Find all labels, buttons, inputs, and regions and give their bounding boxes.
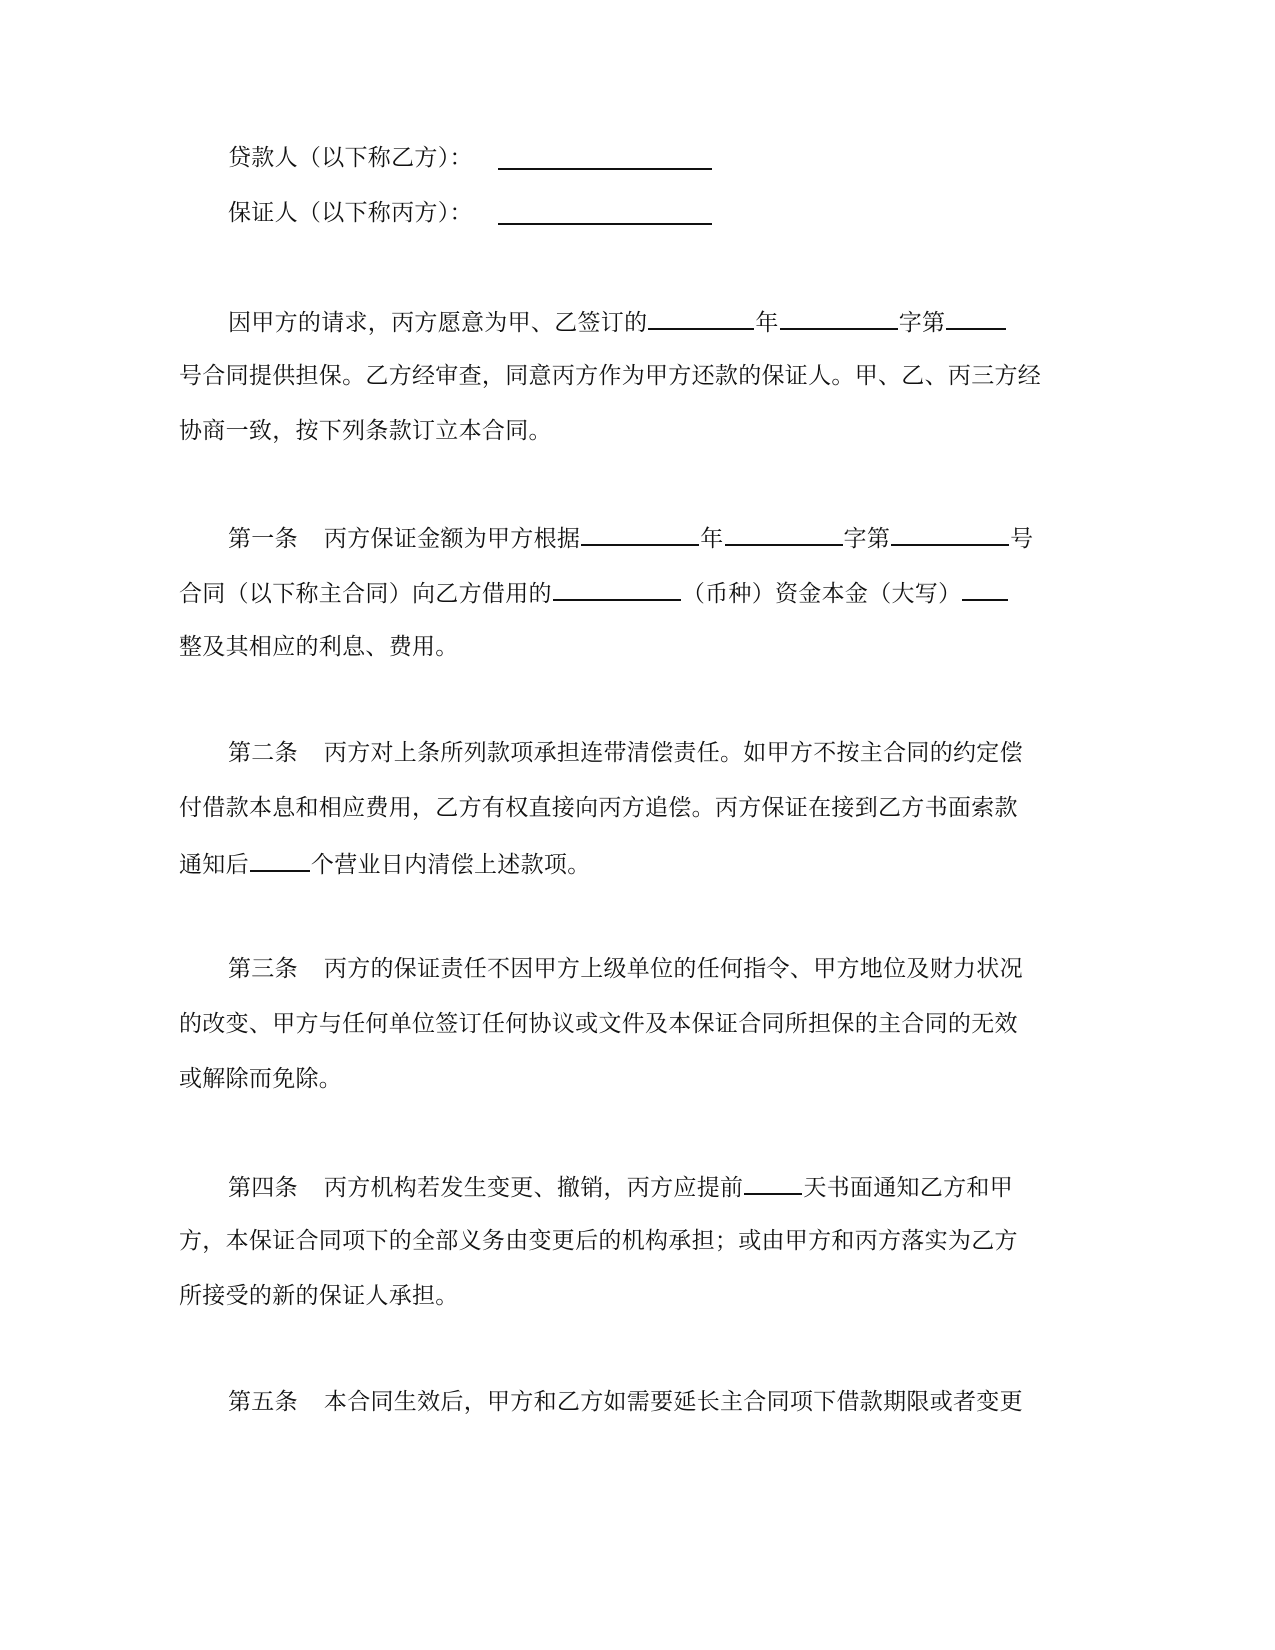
article-1-text-c: 字第 (843, 526, 891, 552)
preamble-text-a: 因甲方的请求，丙方愿意为甲、乙签订的 (228, 310, 648, 336)
preamble-line-1 (228, 306, 1007, 338)
guarantor-label: 保证人（以下称丙方）： (228, 200, 473, 226)
article-1-line-3: 整及其相应的利息、费用。 (179, 634, 459, 660)
article-1-line-1 (228, 522, 1033, 554)
article-1-number: 第一条 (228, 526, 298, 552)
article-3-text-a: 丙方的保证责任不因甲方上级单位的任何指令、甲方地位及财力状况 (323, 956, 1023, 982)
article-4-line-1 (228, 1171, 1013, 1203)
article-1-text-e: 合同（以下称主合同）向乙方借用的 (179, 581, 552, 607)
contract-word-blank[interactable] (780, 306, 898, 330)
article-3-number: 第三条 (228, 956, 298, 982)
contract-year-blank[interactable] (648, 306, 754, 330)
contract-number-blank[interactable] (946, 306, 1006, 330)
article-1-number-blank[interactable] (891, 522, 1009, 546)
article-3-line-1 (228, 954, 1023, 984)
article-1-text-a: 丙方保证金额为甲方根据 (323, 526, 581, 552)
article-1-year-blank[interactable] (581, 522, 699, 546)
article-2-line-1 (228, 738, 1023, 768)
notice-days-blank[interactable] (744, 1171, 802, 1195)
article-2-text-c: 个营业日内清偿上述款项。 (310, 852, 591, 878)
currency-blank[interactable] (553, 577, 681, 601)
lender-label: 贷款人（以下称乙方）： (228, 145, 473, 171)
article-5-number: 第五条 (228, 1389, 298, 1415)
principal-amount-blank[interactable] (962, 577, 1008, 601)
article-2-number: 第二条 (228, 740, 298, 766)
preamble-line-3: 协商一致，按下列条款订立本合同。 (179, 418, 552, 444)
article-4-line-2: 方，本保证合同项下的全部义务由变更后的机构承担；或由甲方和丙方落实为乙方 (179, 1228, 1018, 1254)
article-1-word-blank[interactable] (725, 522, 843, 546)
article-2-line-3 (179, 848, 591, 880)
article-3-line-2: 的改变、甲方与任何单位签订任何协议或文件及本保证合同所担保的主合同的无效 (179, 1011, 1018, 1037)
article-1-text-d: 号 (1010, 526, 1034, 552)
article-4-text-a: 丙方机构若发生变更、撤销，丙方应提前 (323, 1175, 744, 1201)
article-4-line-3: 所接受的新的保证人承担。 (179, 1283, 459, 1309)
preamble-text-c: 字第 (898, 310, 946, 336)
article-2-text-a: 丙方对上条所列款项承担连带清偿责任。如甲方不按主合同的约定偿 (323, 740, 1023, 766)
article-4-text-b: 天书面通知乙方和甲 (803, 1175, 1014, 1201)
article-5-text-a: 本合同生效后，甲方和乙方如需要延长主合同项下借款期限或者变更 (323, 1389, 1023, 1415)
article-5-line-1 (228, 1387, 1023, 1417)
preamble-line-2: 号合同提供担保。乙方经审查，同意丙方作为甲方还款的保证人。甲、乙、丙三方经 (179, 363, 1042, 389)
article-2-text-b: 通知后 (179, 852, 249, 878)
guarantor-name-field[interactable] (498, 221, 712, 225)
article-2-line-2: 付借款本息和相应费用，乙方有权直接向丙方追偿。丙方保证在接到乙方书面索款 (179, 795, 1018, 821)
lender-name-field[interactable] (498, 166, 712, 170)
article-1-text-f: （币种）资金本金（大写） (681, 581, 962, 607)
business-days-blank[interactable] (250, 848, 310, 872)
article-4-number: 第四条 (228, 1175, 298, 1201)
preamble-text-b: 年 (755, 310, 779, 336)
article-1-text-b: 年 (700, 526, 724, 552)
article-1-line-2 (179, 577, 1009, 609)
article-3-line-3: 或解除而免除。 (179, 1066, 343, 1092)
